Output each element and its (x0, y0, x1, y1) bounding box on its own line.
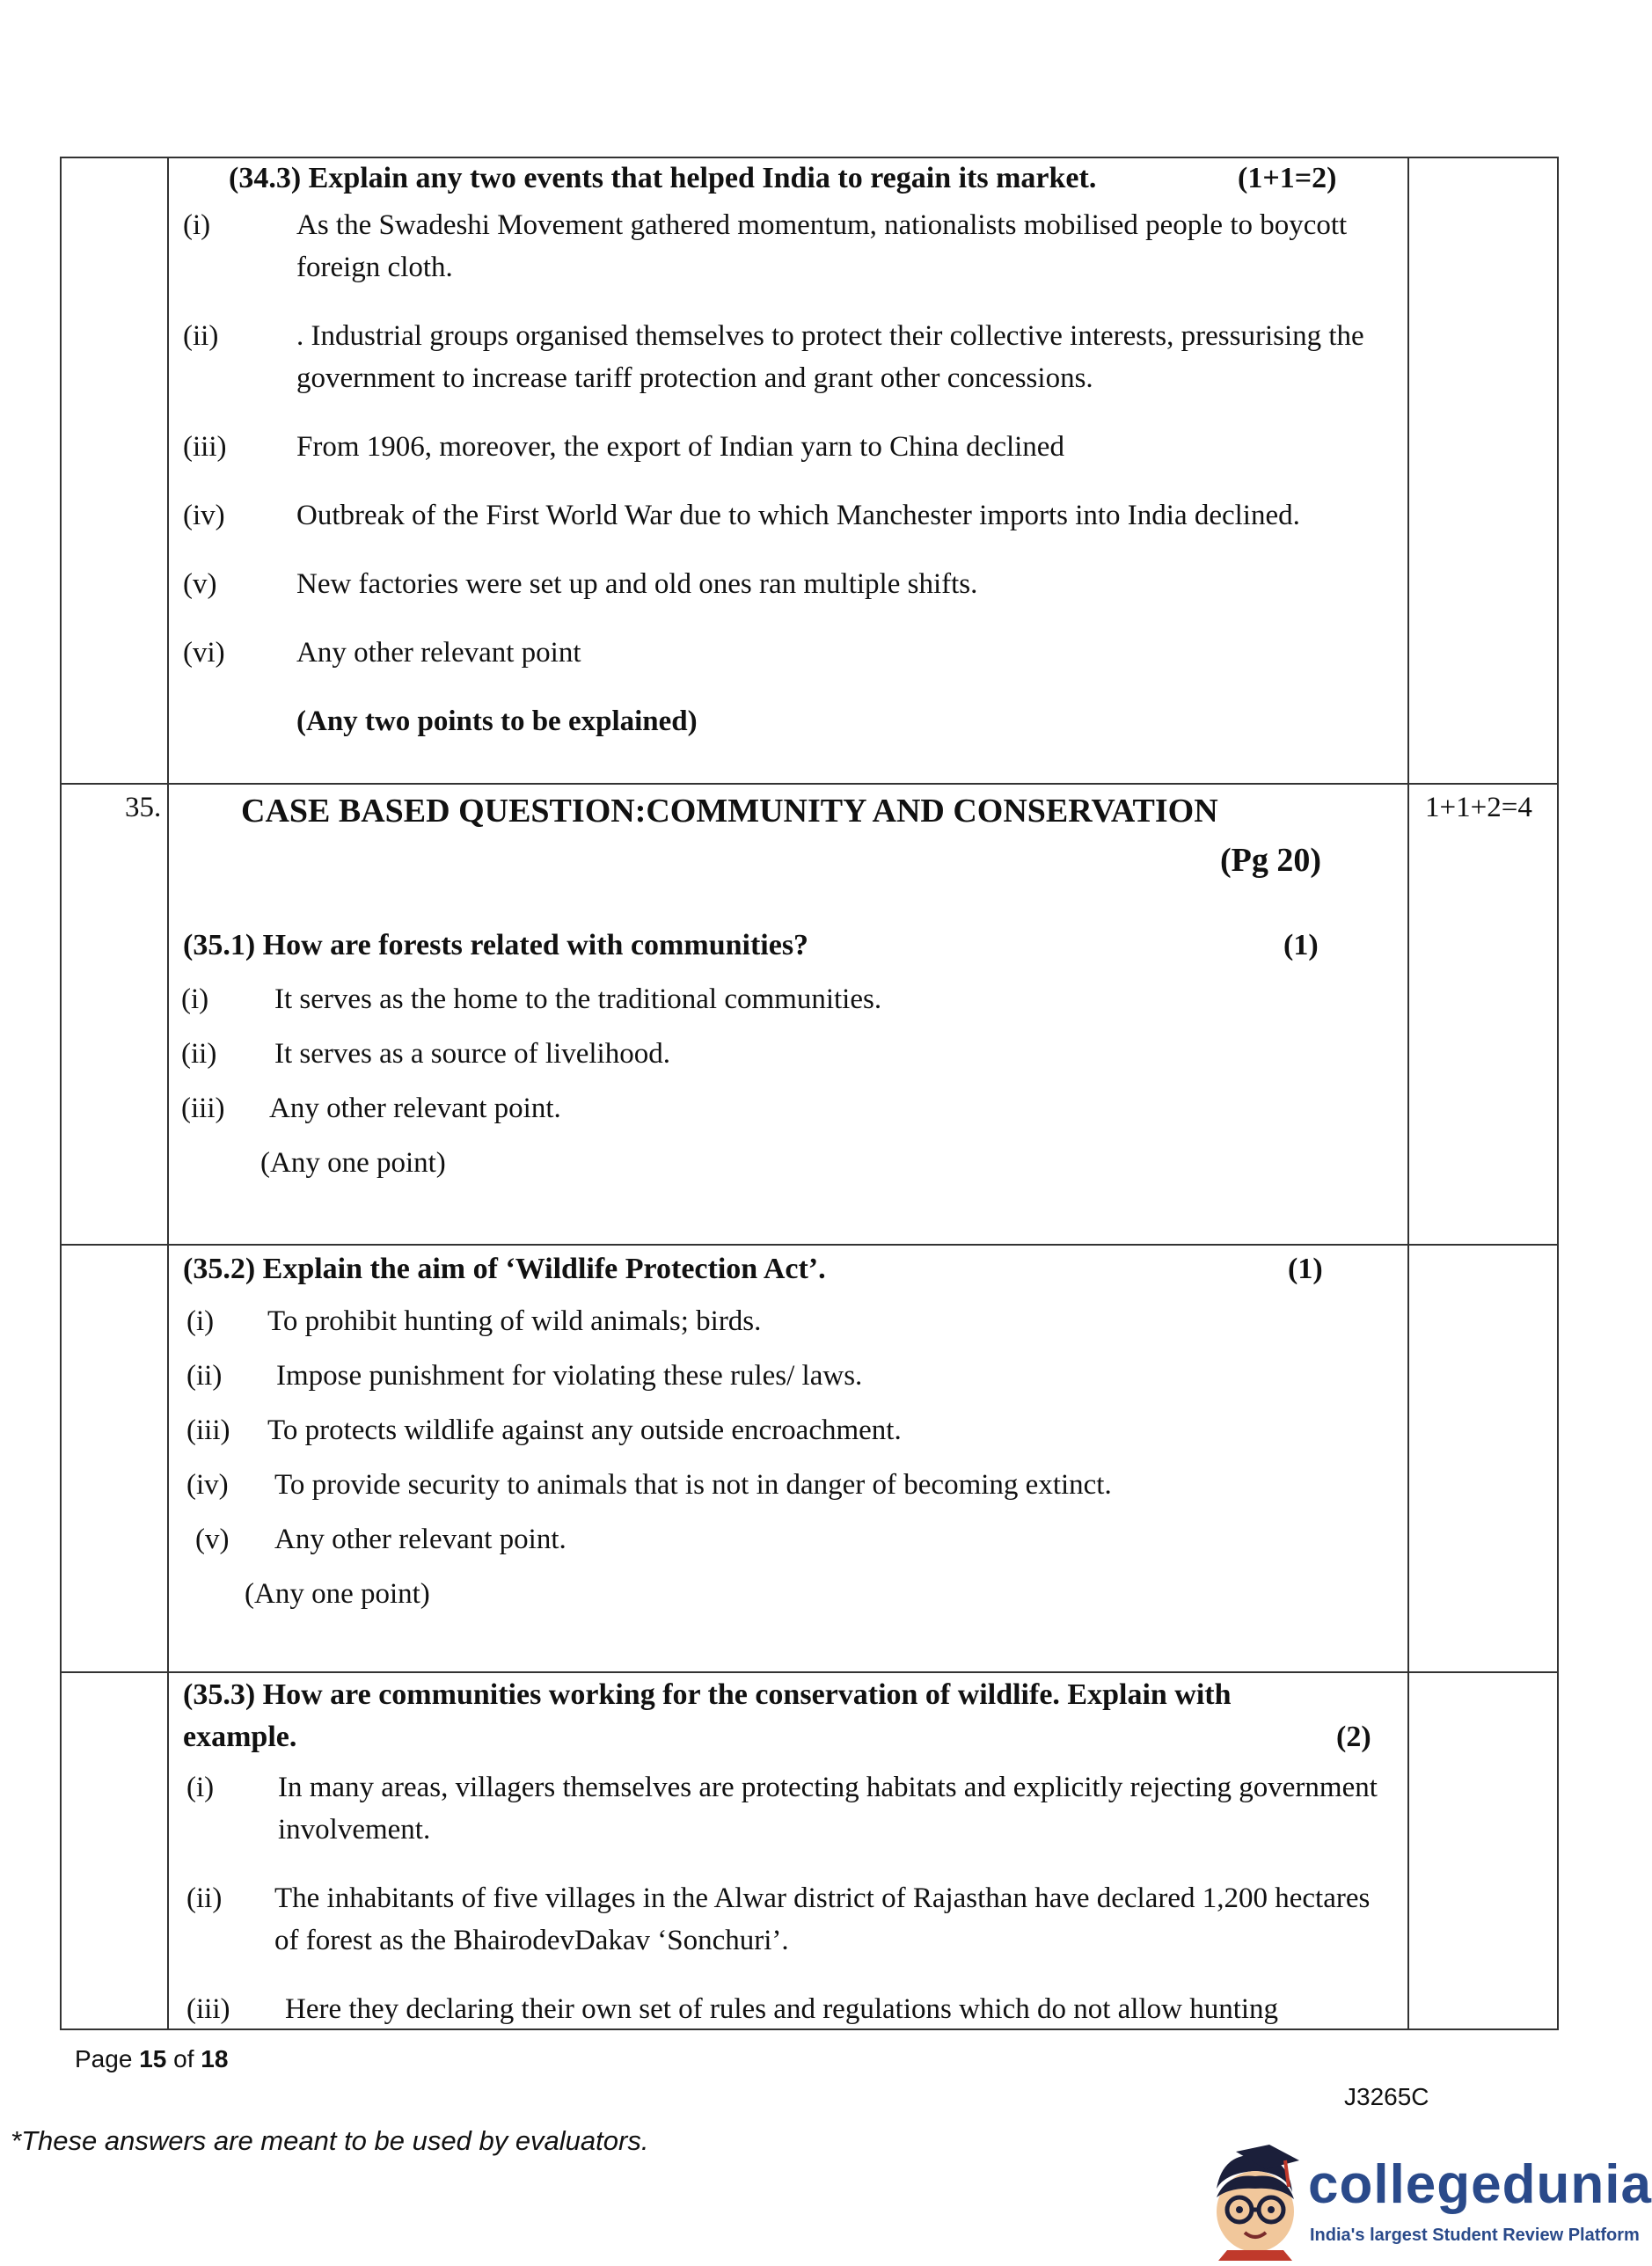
question-number: 35. (125, 792, 162, 823)
point-text: From 1906, moreover, the export of Indian yarn to China declined (296, 431, 1064, 463)
answer-note: (Any one point) (245, 1578, 430, 1610)
table-row (61, 157, 1558, 784)
question-number-cell (61, 784, 168, 1245)
point-number: (i) (186, 1772, 215, 1803)
point-text: To prohibit hunting of wild animals; birds. (267, 1305, 762, 1337)
page-number: 15 (139, 2045, 167, 2072)
point-number: (ii) (181, 1038, 217, 1070)
point-text: Here they declaring their own set of rules and regulations which do not allow hunting (285, 1993, 1279, 2025)
point-number: (iv) (186, 1469, 229, 1501)
point-text: Outbreak of the First World War due to which Manchester imports into India declined. (296, 500, 1300, 531)
page-total: 18 (201, 2045, 229, 2072)
question-35-1: (35.1) How are forests related with communities? (183, 929, 809, 961)
table-row (61, 1245, 1558, 1672)
question-marks: (1+1=2) (1238, 162, 1337, 194)
question-marks: (2) (1336, 1721, 1371, 1753)
point-number: (iii) (181, 1093, 225, 1124)
point-number: (iii) (186, 1414, 230, 1446)
point-text: To provide security to animals that is not in danger of becoming extinct. (274, 1469, 1112, 1501)
marks-cell (1408, 1245, 1558, 1672)
question-number-cell (61, 1672, 168, 2029)
of-label: of (173, 2045, 194, 2072)
logo-wordmark: collegedunia (1308, 2154, 1652, 2215)
table-row (61, 1672, 1558, 2029)
question-marks: (1) (1283, 929, 1319, 961)
question-marks: (1) (1288, 1253, 1323, 1285)
question-35-3: (35.3) How are communities working for the conservation of wildlife. Explain with (183, 1678, 1232, 1711)
point-number: (iii) (186, 1993, 230, 2025)
marks-cell (1408, 157, 1558, 784)
question-35-3-line2: example. (183, 1721, 297, 1753)
point-text: To protects wildlife against any outside encroachment. (267, 1414, 902, 1446)
point-number: (ii) (186, 1360, 223, 1392)
answer-cell (168, 1245, 1408, 1672)
marking-scheme-table (60, 157, 1559, 2030)
answer-cell (168, 784, 1408, 1245)
point-text: It serves as a source of livelihood. (274, 1038, 670, 1070)
paper-code: J3265C (1344, 2083, 1429, 2110)
question-number-cell (61, 157, 168, 784)
page-indicator (75, 2045, 228, 2073)
answer-cell: (34.3) Explain any two events that helped India to regain its market. (1+1=2) (i) As the Swadeshi Movement gathered momentum, nationalists mobilised people to boycott foreign cloth. (ii) . Industrial groups organised themselves to protect their collective interests, pressurising the government to increase tariff protection and grant other concessions. (iii) From 1906, moreover, the export of Indian yarn to China declined (iv) Outbreak of the First World War due to which Manchester imports into India declined. (v) New factories were set up and old ones ran multiple shifts. (vi) Any other relevant point (Any two points to be explained) (168, 157, 1408, 784)
point-text: As the Swadeshi Movement gathered momentum, nationalists mobilised people to boycott foreign cloth. (296, 209, 1348, 283)
student-mascot-icon (1201, 2146, 1306, 2261)
point-number: (i) (183, 209, 211, 241)
point-number: (v) (195, 1524, 230, 1555)
point-text: Any other relevant point. (269, 1093, 561, 1124)
answer-note: (Any two points to be explained) (296, 705, 698, 737)
question-number-cell (61, 1245, 168, 1672)
point-number: (v) (183, 568, 217, 600)
point-number: (vi) (183, 637, 225, 669)
evaluator-note: *These answers are meant to be used by evaluators. (11, 2125, 649, 2156)
case-question-title: CASE BASED QUESTION:COMMUNITY AND CONSERVATION (241, 793, 1218, 830)
point-text: . Industrial groups organised themselves to protect their collective interests, pressurising the government to increase tariff protection and grant other concessions. (296, 320, 1364, 394)
point-number: (i) (181, 983, 209, 1015)
point-text: Impose punishment for violating these rules/ laws. (276, 1360, 863, 1392)
answer-note: (Any one point) (260, 1147, 446, 1179)
point-text: In many areas, villagers themselves are protecting habitats and explicitly rejecting government involvement. (278, 1772, 1378, 1846)
page-reference: (Pg 20) (1220, 842, 1322, 879)
question-35-2: (35.2) Explain the aim of ‘Wildlife Protection Act’. (183, 1253, 826, 1285)
point-text: The inhabitants of five villages in the Alwar district of Rajasthan have declared 1,200 hectares of forest as the BhairodevDakav ‘Sonchuri’. (274, 1882, 1371, 1956)
answer-cell (168, 1672, 1408, 2029)
marks-cell (1408, 1672, 1558, 2029)
point-number: (ii) (186, 1882, 223, 1914)
marks-cell (1408, 784, 1558, 1245)
page-label: Page (75, 2045, 133, 2072)
point-number: (iv) (183, 500, 225, 531)
collegedunia-logo (1201, 2146, 1652, 2261)
point-text: It serves as the home to the traditional communities. (274, 983, 882, 1015)
point-text: New factories were set up and old ones ran multiple shifts. (296, 568, 978, 600)
logo-tagline: India's largest Student Review Platform (1310, 2226, 1640, 2245)
point-text: Any other relevant point (296, 637, 581, 669)
table-row (61, 784, 1558, 1245)
total-marks: 1+1+2=4 (1425, 792, 1532, 823)
point-number: (ii) (183, 320, 219, 352)
point-number: (i) (186, 1305, 215, 1337)
point-number: (iii) (183, 431, 227, 463)
point-text: Any other relevant point. (274, 1524, 567, 1555)
